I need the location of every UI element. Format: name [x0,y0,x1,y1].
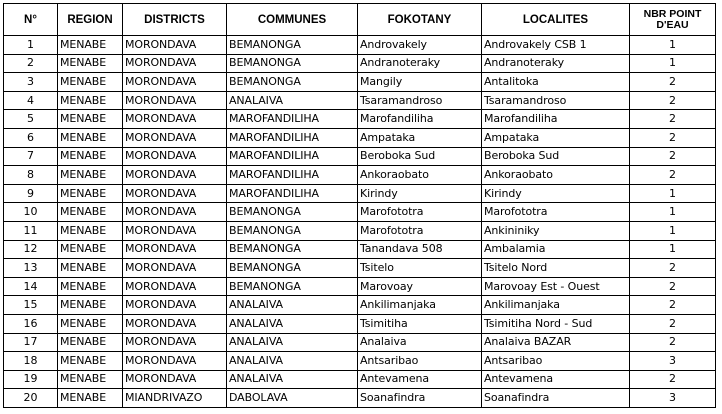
cell-water-points: 1 [630,184,716,203]
cell-region: MENABE [58,36,123,55]
cell-commune: MAROFANDILIHA [227,147,358,166]
cell-fokotany: Ampataka [358,128,482,147]
cell-localite: Ankininiky [482,221,630,240]
cell-fokotany: Antevamena [358,370,482,389]
cell-commune: ANALAIVA [227,333,358,352]
cell-commune: BEMANONGA [227,221,358,240]
cell-localite: Ampataka [482,128,630,147]
cell-fokotany: Androvakely [358,36,482,55]
cell-water-points: 2 [630,370,716,389]
header-region: REGION [58,4,123,36]
cell-fokotany: Ankilimanjaka [358,296,482,315]
cell-localite: Ankoraobato [482,166,630,185]
cell-localite: Antsaribao [482,352,630,371]
cell-number: 11 [4,221,58,240]
cell-water-points: 1 [630,203,716,222]
cell-water-points: 2 [630,333,716,352]
table-row [4,73,716,92]
cell-fokotany: Marovoay [358,277,482,296]
cell-fokotany: Antsaribao [358,352,482,371]
cell-water-points: 2 [630,277,716,296]
table-row [4,54,716,73]
cell-localite: Kirindy [482,184,630,203]
cell-commune: DABOLAVA [227,389,358,408]
table-row [4,259,716,278]
table-row [4,333,716,352]
cell-region: MENABE [58,277,123,296]
cell-water-points: 1 [630,54,716,73]
cell-water-points: 1 [630,221,716,240]
cell-fokotany: Beroboka Sud [358,147,482,166]
cell-region: MENABE [58,296,123,315]
cell-localite: Ankilimanjaka [482,296,630,315]
table-row [4,184,716,203]
cell-number: 12 [4,240,58,259]
cell-fokotany: Tsimitiha [358,314,482,333]
cell-commune: BEMANONGA [227,277,358,296]
cell-localite: Androvakely CSB 1 [482,36,630,55]
cell-fokotany: Marofototra [358,221,482,240]
cell-commune: MAROFANDILIHA [227,184,358,203]
cell-localite: Beroboka Sud [482,147,630,166]
cell-fokotany: Andranoteraky [358,54,482,73]
cell-localite: Marovoay Est - Ouest [482,277,630,296]
cell-water-points: 2 [630,259,716,278]
cell-water-points: 2 [630,166,716,185]
cell-district: MORONDAVA [123,314,227,333]
cell-fokotany: Kirindy [358,184,482,203]
cell-water-points: 2 [630,73,716,92]
cell-district: MORONDAVA [123,203,227,222]
cell-commune: ANALAIVA [227,370,358,389]
header-communes: COMMUNES [227,4,358,36]
cell-district: MORONDAVA [123,184,227,203]
cell-commune: ANALAIVA [227,91,358,110]
table-row [4,370,716,389]
cell-localite: Andranoteraky [482,54,630,73]
cell-district: MIANDRIVAZO [123,389,227,408]
cell-localite: Tsimitiha Nord - Sud [482,314,630,333]
table-row [4,128,716,147]
table-row [4,296,716,315]
cell-water-points: 2 [630,128,716,147]
cell-district: MORONDAVA [123,147,227,166]
cell-commune: ANALAIVA [227,296,358,315]
cell-region: MENABE [58,314,123,333]
cell-localite: Antalitoka [482,73,630,92]
table-row [4,110,716,129]
table-row [4,352,716,371]
header-number: N° [4,4,58,36]
cell-commune: MAROFANDILIHA [227,128,358,147]
header-row [4,4,716,36]
cell-district: MORONDAVA [123,54,227,73]
cell-district: MORONDAVA [123,73,227,92]
cell-number: 17 [4,333,58,352]
cell-region: MENABE [58,203,123,222]
cell-commune: ANALAIVA [227,314,358,333]
table-row [4,389,716,408]
cell-water-points: 3 [630,389,716,408]
cell-fokotany: Mangily [358,73,482,92]
cell-number: 6 [4,128,58,147]
table-row [4,147,716,166]
cell-water-points: 2 [630,147,716,166]
table-row [4,203,716,222]
cell-localite: Antevamena [482,370,630,389]
cell-region: MENABE [58,54,123,73]
cell-region: MENABE [58,128,123,147]
cell-fokotany: Tsitelo [358,259,482,278]
cell-number: 14 [4,277,58,296]
cell-district: MORONDAVA [123,110,227,129]
cell-water-points: 3 [630,352,716,371]
table-row [4,277,716,296]
cell-district: MORONDAVA [123,333,227,352]
cell-region: MENABE [58,184,123,203]
table-row [4,91,716,110]
cell-region: MENABE [58,333,123,352]
water-points-table-container [3,3,715,408]
cell-fokotany: Marofandiliha [358,110,482,129]
cell-water-points: 2 [630,110,716,129]
cell-region: MENABE [58,352,123,371]
cell-fokotany: Tsaramandroso [358,91,482,110]
cell-region: MENABE [58,221,123,240]
cell-number: 18 [4,352,58,371]
cell-region: MENABE [58,389,123,408]
cell-number: 7 [4,147,58,166]
cell-localite: Tsaramandroso [482,91,630,110]
cell-water-points: 2 [630,91,716,110]
cell-localite: Soanafindra [482,389,630,408]
cell-commune: MAROFANDILIHA [227,110,358,129]
cell-region: MENABE [58,91,123,110]
cell-region: MENABE [58,370,123,389]
cell-commune: BEMANONGA [227,259,358,278]
cell-district: MORONDAVA [123,166,227,185]
cell-number: 3 [4,73,58,92]
cell-district: MORONDAVA [123,91,227,110]
table-row [4,166,716,185]
cell-water-points: 1 [630,240,716,259]
cell-fokotany: Analaiva [358,333,482,352]
cell-number: 10 [4,203,58,222]
cell-number: 5 [4,110,58,129]
table-row [4,240,716,259]
cell-number: 20 [4,389,58,408]
cell-localite: Marofandiliha [482,110,630,129]
header-fokotany: FOKOTANY [358,4,482,36]
water-points-table [3,3,716,408]
cell-number: 9 [4,184,58,203]
header-water-points: NBR POINT D'EAU [630,4,716,36]
cell-number: 16 [4,314,58,333]
table-row [4,221,716,240]
cell-fokotany: Soanafindra [358,389,482,408]
cell-region: MENABE [58,110,123,129]
table-row [4,314,716,333]
cell-region: MENABE [58,73,123,92]
cell-region: MENABE [58,147,123,166]
cell-water-points: 2 [630,314,716,333]
cell-number: 4 [4,91,58,110]
cell-commune: BEMANONGA [227,203,358,222]
cell-number: 8 [4,166,58,185]
cell-number: 13 [4,259,58,278]
cell-commune: BEMANONGA [227,54,358,73]
cell-region: MENABE [58,259,123,278]
header-districts: DISTRICTS [123,4,227,36]
cell-fokotany: Tanandava 508 [358,240,482,259]
cell-number: 19 [4,370,58,389]
cell-district: MORONDAVA [123,259,227,278]
cell-number: 1 [4,36,58,55]
cell-commune: MAROFANDILIHA [227,166,358,185]
cell-number: 2 [4,54,58,73]
cell-number: 15 [4,296,58,315]
cell-commune: BEMANONGA [227,36,358,55]
table-body [4,36,716,408]
cell-district: MORONDAVA [123,36,227,55]
header-localites: LOCALITES [482,4,630,36]
cell-water-points: 1 [630,36,716,55]
cell-region: MENABE [58,166,123,185]
cell-localite: Marofototra [482,203,630,222]
cell-fokotany: Marofototra [358,203,482,222]
cell-fokotany: Ankoraobato [358,166,482,185]
cell-localite: Analaiva BAZAR [482,333,630,352]
cell-district: MORONDAVA [123,221,227,240]
cell-district: MORONDAVA [123,277,227,296]
cell-district: MORONDAVA [123,240,227,259]
cell-region: MENABE [58,240,123,259]
cell-commune: ANALAIVA [227,352,358,371]
cell-commune: BEMANONGA [227,240,358,259]
cell-district: MORONDAVA [123,128,227,147]
cell-district: MORONDAVA [123,370,227,389]
cell-commune: BEMANONGA [227,73,358,92]
cell-localite: Tsitelo Nord [482,259,630,278]
table-row [4,36,716,55]
cell-district: MORONDAVA [123,296,227,315]
cell-district: MORONDAVA [123,352,227,371]
cell-water-points: 2 [630,296,716,315]
cell-localite: Ambalamia [482,240,630,259]
